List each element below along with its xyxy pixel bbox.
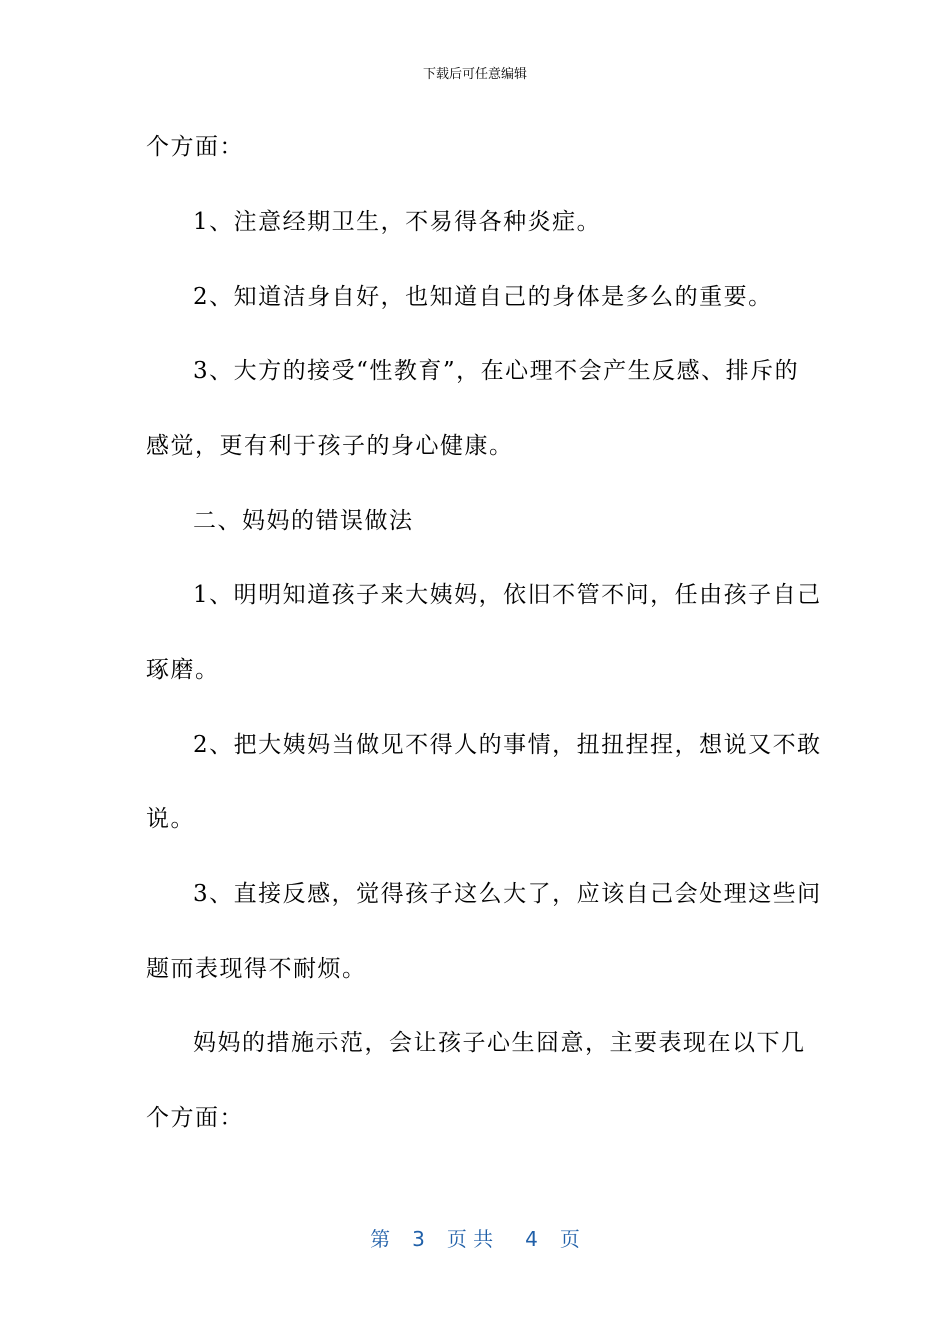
page-prefix: 第 xyxy=(370,1227,391,1251)
paragraph-line: 1、注意经期卫生，不易得各种炎症。 xyxy=(193,209,602,235)
paragraph-line: 个方面： xyxy=(146,1105,244,1131)
paragraph-line: 2、把大姨妈当做见不得人的事情，扭扭捏捏，想说又不敢 xyxy=(193,732,822,758)
page-header: 下载后可任意编辑 xyxy=(422,67,527,82)
page-suffix: 页 xyxy=(559,1227,580,1251)
paragraph-line: 3、直接反感，觉得孩子这么大了，应该自己会处理这些问 xyxy=(193,881,822,907)
total-pages-number: 4 xyxy=(525,1227,538,1251)
paragraph-line: 3、大方的接受“性教育”，在心理不会产生反感、排斥的 xyxy=(193,358,800,384)
paragraph-line: 说。 xyxy=(146,806,195,832)
section-heading: 二、妈妈的错误做法 xyxy=(193,508,414,534)
paragraph-line: 妈妈的措施示范，会让孩子心生囧意，主要表现在以下几 xyxy=(193,1030,806,1056)
page-mid-text: 页 共 xyxy=(446,1227,494,1251)
paragraph-line: 感觉，更有利于孩子的身心健康。 xyxy=(146,433,514,459)
paragraph-line: 个方面： xyxy=(146,134,244,160)
paragraph-line: 1、明明知道孩子来大姨妈，依旧不管不问，任由孩子自己 xyxy=(193,582,822,608)
current-page-number: 3 xyxy=(412,1227,425,1251)
paragraph-line: 琢磨。 xyxy=(146,657,220,683)
page-footer xyxy=(0,1226,950,1252)
paragraph-line: 2、知道洁身自好，也知道自己的身体是多么的重要。 xyxy=(193,284,773,310)
paragraph-line: 题而表现得不耐烦。 xyxy=(146,956,367,982)
